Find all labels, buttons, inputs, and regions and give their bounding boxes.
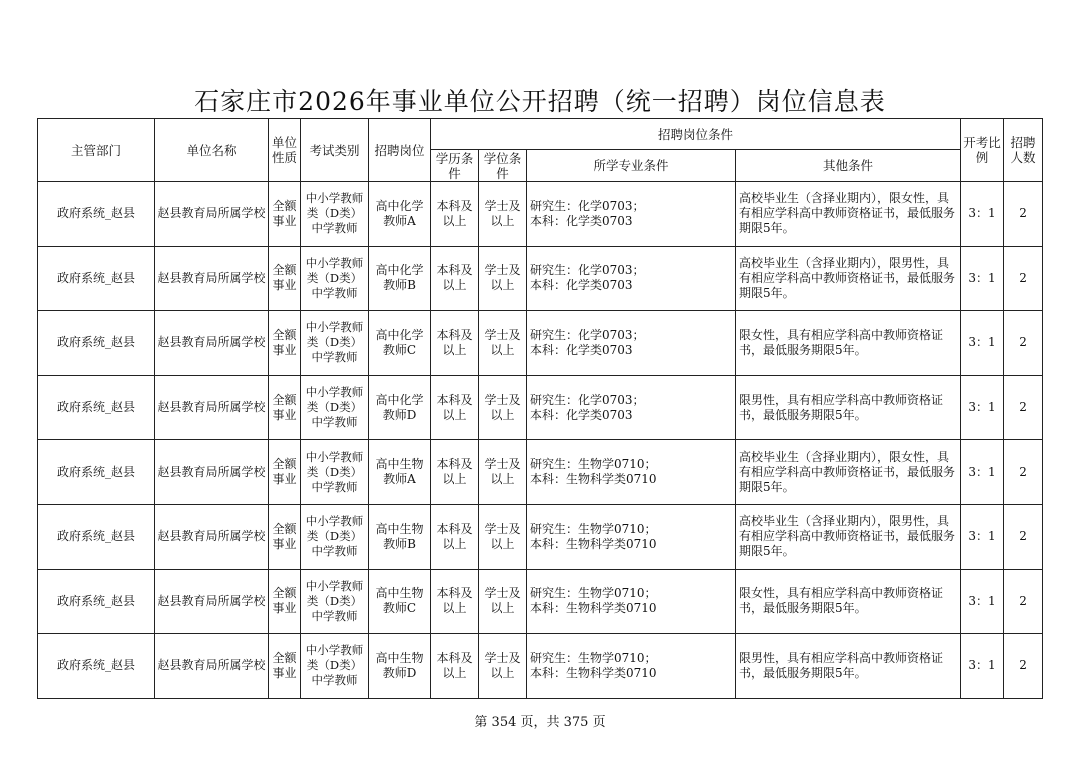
header-conditions: 招聘岗位条件	[431, 119, 961, 150]
cell-other: 限男性，具有相应学科高中教师资格证书，最低服务期限5年。	[736, 634, 961, 699]
major-graduate: 研究生：生物学0710；	[530, 650, 657, 665]
major-graduate: 研究生：化学0703；	[530, 392, 645, 407]
major-undergraduate: 本科：生物科学类0710	[530, 601, 657, 616]
major-undergraduate: 本科：化学类0703	[530, 407, 633, 422]
page-number: 第 354 页，共 375 页	[474, 715, 606, 730]
cell-nature: 全额事业	[269, 311, 301, 376]
cell-degree: 学士及以上	[479, 569, 527, 634]
cell-exam: 中小学教师类（D类）中学教师	[301, 569, 369, 634]
cell-dept: 政府系统_赵县	[38, 311, 155, 376]
cell-unit: 赵县教育局所属学校	[155, 182, 269, 247]
cell-edu: 本科及以上	[431, 569, 479, 634]
table-row	[38, 311, 1043, 376]
major-undergraduate: 本科：化学类0703	[530, 213, 633, 228]
cell-count: 2	[1004, 569, 1043, 634]
table-body	[38, 182, 1043, 699]
table-row	[38, 182, 1043, 247]
table-row	[38, 440, 1043, 505]
job-info-table	[37, 118, 1043, 699]
cell-degree: 学士及以上	[479, 311, 527, 376]
cell-other: 高校毕业生（含择业期内），限男性，具有相应学科高中教师资格证书，最低服务期限5年。	[736, 504, 961, 569]
cell-edu: 本科及以上	[431, 246, 479, 311]
cell-unit: 赵县教育局所属学校	[155, 375, 269, 440]
cell-exam: 中小学教师类（D类）中学教师	[301, 182, 369, 247]
cell-exam: 中小学教师类（D类）中学教师	[301, 246, 369, 311]
cell-post: 高中生物教师B	[369, 504, 431, 569]
cell-count: 2	[1004, 246, 1043, 311]
header-post: 招聘岗位	[369, 119, 431, 182]
cell-degree: 学士及以上	[479, 182, 527, 247]
cell-exam: 中小学教师类（D类）中学教师	[301, 311, 369, 376]
cell-ratio: 3：1	[961, 375, 1004, 440]
header-ratio: 开考比例	[961, 119, 1004, 182]
major-graduate: 研究生：生物学0710；	[530, 586, 657, 601]
cell-other: 限女性，具有相应学科高中教师资格证书，最低服务期限5年。	[736, 569, 961, 634]
cell-nature: 全额事业	[269, 634, 301, 699]
header-edu: 学历条件	[431, 150, 479, 182]
cell-post: 高中生物教师D	[369, 634, 431, 699]
cell-exam: 中小学教师类（D类）中学教师	[301, 440, 369, 505]
cell-post: 高中生物教师A	[369, 440, 431, 505]
major-graduate: 研究生：化学0703；	[530, 263, 645, 278]
cell-major	[527, 504, 736, 569]
cell-dept: 政府系统_赵县	[38, 182, 155, 247]
cell-exam: 中小学教师类（D类）中学教师	[301, 375, 369, 440]
cell-edu: 本科及以上	[431, 311, 479, 376]
cell-edu: 本科及以上	[431, 634, 479, 699]
cell-degree: 学士及以上	[479, 504, 527, 569]
cell-count: 2	[1004, 634, 1043, 699]
header-nature: 单位性质	[269, 119, 301, 182]
major-undergraduate: 本科：化学类0703	[530, 342, 633, 357]
header-count: 招聘人数	[1004, 119, 1043, 182]
cell-degree: 学士及以上	[479, 246, 527, 311]
table-row	[38, 569, 1043, 634]
cell-degree: 学士及以上	[479, 375, 527, 440]
cell-count: 2	[1004, 504, 1043, 569]
cell-ratio: 3：1	[961, 311, 1004, 376]
cell-major	[527, 634, 736, 699]
cell-nature: 全额事业	[269, 182, 301, 247]
header-other: 其他条件	[736, 150, 961, 182]
cell-ratio: 3：1	[961, 182, 1004, 247]
major-undergraduate: 本科：生物科学类0710	[530, 472, 657, 487]
cell-ratio: 3：1	[961, 634, 1004, 699]
cell-nature: 全额事业	[269, 440, 301, 505]
cell-dept: 政府系统_赵县	[38, 440, 155, 505]
cell-other: 限女性，具有相应学科高中教师资格证书，最低服务期限5年。	[736, 311, 961, 376]
cell-unit: 赵县教育局所属学校	[155, 569, 269, 634]
cell-nature: 全额事业	[269, 375, 301, 440]
cell-post: 高中化学教师C	[369, 311, 431, 376]
cell-major	[527, 375, 736, 440]
cell-ratio: 3：1	[961, 246, 1004, 311]
table-row	[38, 246, 1043, 311]
cell-nature: 全额事业	[269, 569, 301, 634]
table-row	[38, 504, 1043, 569]
cell-unit: 赵县教育局所属学校	[155, 634, 269, 699]
header-unit: 单位名称	[155, 119, 269, 182]
cell-count: 2	[1004, 182, 1043, 247]
cell-post: 高中生物教师C	[369, 569, 431, 634]
cell-dept: 政府系统_赵县	[38, 246, 155, 311]
cell-other: 限男性，具有相应学科高中教师资格证书，最低服务期限5年。	[736, 375, 961, 440]
cell-major	[527, 182, 736, 247]
major-undergraduate: 本科：生物科学类0710	[530, 665, 657, 680]
major-graduate: 研究生：化学0703；	[530, 327, 645, 342]
cell-count: 2	[1004, 375, 1043, 440]
major-graduate: 研究生：生物学0710；	[530, 521, 657, 536]
cell-major	[527, 569, 736, 634]
cell-degree: 学士及以上	[479, 634, 527, 699]
cell-post: 高中化学教师A	[369, 182, 431, 247]
page-title: 石家庄市2026年事业单位公开招聘（统一招聘）岗位信息表	[194, 87, 886, 116]
cell-dept: 政府系统_赵县	[38, 375, 155, 440]
header-major: 所学专业条件	[527, 150, 736, 182]
cell-edu: 本科及以上	[431, 440, 479, 505]
cell-nature: 全额事业	[269, 246, 301, 311]
cell-major	[527, 311, 736, 376]
header-dept: 主管部门	[38, 119, 155, 182]
cell-count: 2	[1004, 440, 1043, 505]
cell-unit: 赵县教育局所属学校	[155, 504, 269, 569]
cell-post: 高中化学教师B	[369, 246, 431, 311]
cell-dept: 政府系统_赵县	[38, 504, 155, 569]
table-row	[38, 634, 1043, 699]
cell-dept: 政府系统_赵县	[38, 634, 155, 699]
cell-unit: 赵县教育局所属学校	[155, 440, 269, 505]
cell-unit: 赵县教育局所属学校	[155, 246, 269, 311]
cell-count: 2	[1004, 311, 1043, 376]
cell-unit: 赵县教育局所属学校	[155, 311, 269, 376]
major-undergraduate: 本科：生物科学类0710	[530, 536, 657, 551]
cell-ratio: 3：1	[961, 504, 1004, 569]
major-graduate: 研究生：生物学0710；	[530, 457, 657, 472]
header-degree: 学位条件	[479, 150, 527, 182]
cell-degree: 学士及以上	[479, 440, 527, 505]
header-exam: 考试类别	[301, 119, 369, 182]
cell-major	[527, 246, 736, 311]
cell-ratio: 3：1	[961, 440, 1004, 505]
cell-dept: 政府系统_赵县	[38, 569, 155, 634]
cell-nature: 全额事业	[269, 504, 301, 569]
cell-exam: 中小学教师类（D类）中学教师	[301, 634, 369, 699]
table-row	[38, 375, 1043, 440]
cell-other: 高校毕业生（含择业期内），限男性，具有相应学科高中教师资格证书，最低服务期限5年。	[736, 246, 961, 311]
cell-edu: 本科及以上	[431, 375, 479, 440]
cell-edu: 本科及以上	[431, 504, 479, 569]
major-graduate: 研究生：化学0703；	[530, 198, 645, 213]
cell-post: 高中化学教师D	[369, 375, 431, 440]
cell-other: 高校毕业生（含择业期内），限女性，具有相应学科高中教师资格证书，最低服务期限5年。	[736, 440, 961, 505]
major-undergraduate: 本科：化学类0703	[530, 278, 633, 293]
cell-ratio: 3：1	[961, 569, 1004, 634]
cell-major	[527, 440, 736, 505]
cell-exam: 中小学教师类（D类）中学教师	[301, 504, 369, 569]
cell-edu: 本科及以上	[431, 182, 479, 247]
cell-other: 高校毕业生（含择业期内），限女性，具有相应学科高中教师资格证书，最低服务期限5年。	[736, 182, 961, 247]
